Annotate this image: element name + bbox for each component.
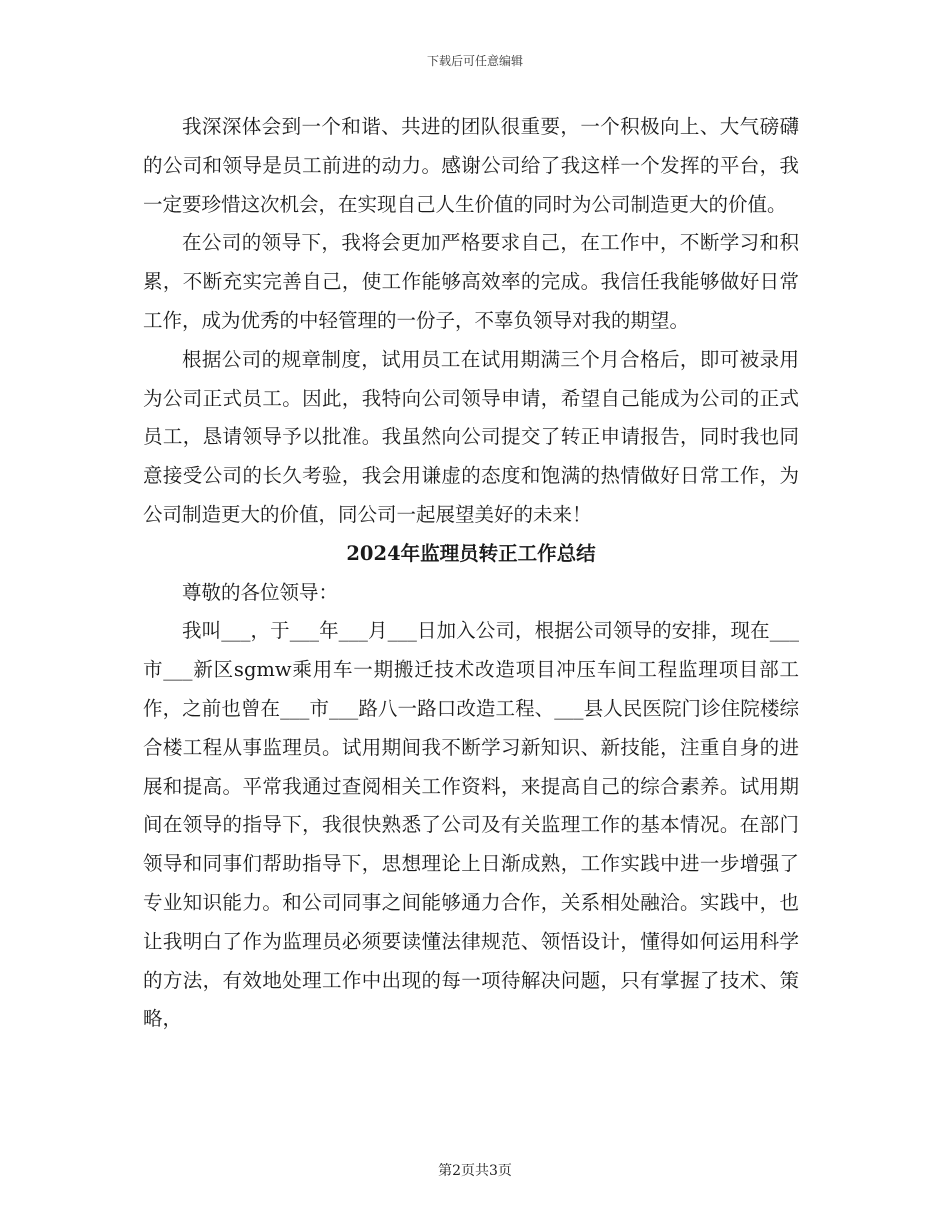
paragraph-4: 我叫___，于___年___月___日加入公司，根据公司领导的安排，现在___市___新区sgmw乘用车一期搬迁技术改造项目冲压车间工程监理项目部工作，之前也曾在___市___路八一路口改造工程、___县人民医院门诊住院楼综合楼工程从事监理员。试用期间我不断学习新知识、新技能，注重自身的进展和提高。平常我通过查阅相关工作资料，来提高自己的综合素养。试用期间在领导的指导下，我很快熟悉了公司及有关监理工作的基本情况。在部门领导和同事们帮助指导下，思想理论上日渐成熟，工作实践中进一步增强了专业知识能力。和公司同事之间能够通力合作，关系相处融洽。实践中，也让我明白了作为监理员必须要读懂法律规范、领悟设计，懂得如何运用科学的方法，有效地处理工作中出现的每一项待解决问题，只有掌握了技术、策略， (143, 619, 799, 1031)
document-body (143, 108, 799, 1039)
section-title: 2024年监理员转正工作总结 (346, 541, 596, 565)
page-header: 下载后可任意编辑 (426, 54, 523, 68)
page-number: 第2页共3页 (438, 1163, 512, 1179)
paragraph-3: 根据公司的规章制度，试用员工在试用期满三个月合格后，即可被录用为公司正式员工。因此，我特向公司领导申请，希望自己能成为公司的正式员工，恳请领导予以批准。我虽然向公司提交了转正申请报告，同时我也同意接受公司的长久考验，我会用谦虚的态度和饱满的热情做好日常工作，为公司制造更大的价值，同公司一起展望美好的未来！ (143, 347, 799, 526)
paragraph-2: 在公司的领导下，我将会更加严格要求自己，在工作中，不断学习和积累，不断充实完善自己，使工作能够高效率的完成。我信任我能够做好日常工作，成为优秀的中轻管理的一份子，不辜负领导对我的期望。 (143, 231, 799, 332)
salutation: 尊敬的各位领导： (182, 580, 339, 604)
paragraph-1: 我深深体会到一个和谐、共进的团队很重要，一个积极向上、大气磅礴的公司和领导是员工前进的动力。感谢公司给了我这样一个发挥的平台，我一定要珍惜这次机会，在实现自己人生价值的同时为公司制造更大的价值。 (143, 115, 799, 216)
